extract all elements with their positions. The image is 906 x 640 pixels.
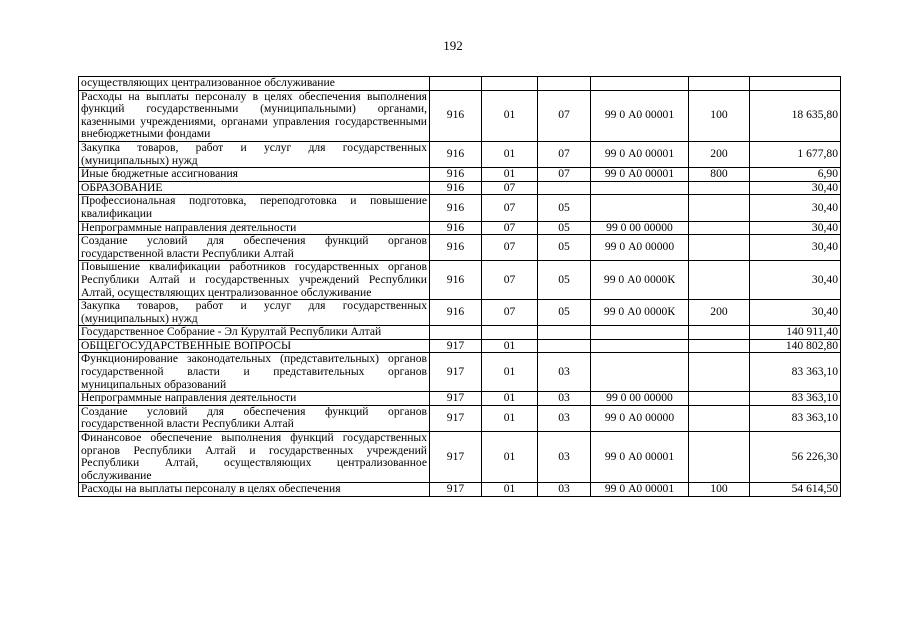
target-article-cell: 99 0 00 00000 (591, 221, 689, 235)
budget-table (78, 76, 841, 497)
expense-name-cell: Государственное Собрание - Эл Курултай Республики Алтай (79, 326, 430, 340)
expense-type-cell (689, 77, 750, 91)
expense-type-cell (689, 326, 750, 340)
section-cell: 01 (482, 339, 538, 353)
ministry-code-cell (430, 77, 482, 91)
expense-name-cell: Закупка товаров, работ и услуг для государственных (муниципальных) нужд (79, 141, 430, 167)
expense-type-cell (689, 405, 750, 431)
target-article-cell (591, 326, 689, 340)
ministry-code-cell: 916 (430, 221, 482, 235)
ministry-code-cell: 916 (430, 181, 482, 195)
amount-cell: 30,40 (750, 300, 841, 326)
expense-type-cell (689, 339, 750, 353)
ministry-code-cell: 917 (430, 353, 482, 392)
table-row (79, 483, 841, 497)
subsection-cell: 03 (538, 432, 591, 483)
subsection-cell: 05 (538, 221, 591, 235)
expense-name-cell: осуществляющих централизованное обслуживание (79, 77, 430, 91)
section-cell: 07 (482, 195, 538, 221)
section-cell: 01 (482, 168, 538, 182)
amount-cell: 30,40 (750, 195, 841, 221)
ministry-code-cell: 916 (430, 168, 482, 182)
target-article-cell (591, 353, 689, 392)
amount-cell: 140 802,80 (750, 339, 841, 353)
amount-cell: 18 635,80 (750, 90, 841, 141)
ministry-code-cell: 916 (430, 261, 482, 300)
amount-cell: 54 614,50 (750, 483, 841, 497)
section-cell: 01 (482, 483, 538, 497)
expense-name-cell: Создание условий для обеспечения функций органов государственной власти Республики Алтай (79, 235, 430, 261)
target-article-cell: 99 0 А0 00001 (591, 90, 689, 141)
target-article-cell: 99 0 00 00000 (591, 392, 689, 406)
table-row (79, 261, 841, 300)
section-cell: 07 (482, 181, 538, 195)
expense-name-cell: Создание условий для обеспечения функций органов государственной власти Республики Алтай (79, 405, 430, 431)
target-article-cell (591, 181, 689, 195)
expense-type-cell: 200 (689, 141, 750, 167)
target-article-cell: 99 0 А0 00001 (591, 168, 689, 182)
section-cell: 01 (482, 353, 538, 392)
subsection-cell: 05 (538, 235, 591, 261)
table-row (79, 326, 841, 340)
subsection-cell (538, 326, 591, 340)
table-row (79, 181, 841, 195)
subsection-cell: 05 (538, 300, 591, 326)
expense-name-cell: Закупка товаров, работ и услуг для государственных (муниципальных) нужд (79, 300, 430, 326)
target-article-cell (591, 339, 689, 353)
amount-cell: 83 363,10 (750, 353, 841, 392)
expense-name-cell: Расходы на выплаты персоналу в целях обеспечения выполнения функций государственными (муниципальными) органами, казенными учреждениями, органами управления государственными внебюджетными фондами (79, 90, 430, 141)
table-row (79, 195, 841, 221)
amount-cell: 30,40 (750, 235, 841, 261)
subsection-cell: 03 (538, 353, 591, 392)
expense-type-cell: 100 (689, 90, 750, 141)
subsection-cell: 07 (538, 141, 591, 167)
expense-name-cell: Непрограммные направления деятельности (79, 392, 430, 406)
ministry-code-cell: 916 (430, 235, 482, 261)
expense-name-cell: Непрограммные направления деятельности (79, 221, 430, 235)
amount-cell (750, 77, 841, 91)
subsection-cell: 05 (538, 261, 591, 300)
table-row (79, 300, 841, 326)
table-row (79, 339, 841, 353)
amount-cell: 56 226,30 (750, 432, 841, 483)
expense-type-cell: 200 (689, 300, 750, 326)
ministry-code-cell: 916 (430, 141, 482, 167)
table-row (79, 235, 841, 261)
ministry-code-cell: 916 (430, 90, 482, 141)
budget-table-body (79, 77, 841, 497)
subsection-cell: 03 (538, 483, 591, 497)
ministry-code-cell: 916 (430, 300, 482, 326)
section-cell: 01 (482, 90, 538, 141)
ministry-code-cell: 917 (430, 483, 482, 497)
amount-cell: 83 363,10 (750, 405, 841, 431)
section-cell (482, 326, 538, 340)
table-row (79, 221, 841, 235)
amount-cell: 30,40 (750, 221, 841, 235)
target-article-cell: 99 0 А0 00001 (591, 432, 689, 483)
section-cell: 01 (482, 392, 538, 406)
expense-type-cell (689, 195, 750, 221)
subsection-cell: 03 (538, 392, 591, 406)
amount-cell: 1 677,80 (750, 141, 841, 167)
section-cell: 07 (482, 221, 538, 235)
expense-type-cell (689, 221, 750, 235)
expense-name-cell: Расходы на выплаты персоналу в целях обеспечения (79, 483, 430, 497)
expense-name-cell: Повышение квалификации работников государственных органов Республики Алтай и государственных учреждений Республики Алтай, осуществляющих централизованное обслуживание (79, 261, 430, 300)
section-cell (482, 77, 538, 91)
target-article-cell (591, 195, 689, 221)
amount-cell: 83 363,10 (750, 392, 841, 406)
table-row (79, 90, 841, 141)
subsection-cell (538, 339, 591, 353)
amount-cell: 30,40 (750, 181, 841, 195)
expense-type-cell (689, 353, 750, 392)
expense-type-cell: 800 (689, 168, 750, 182)
target-article-cell: 99 0 А0 00001 (591, 141, 689, 167)
subsection-cell (538, 77, 591, 91)
table-row (79, 392, 841, 406)
subsection-cell (538, 181, 591, 195)
target-article-cell: 99 0 А0 0000К (591, 261, 689, 300)
section-cell: 07 (482, 261, 538, 300)
section-cell: 07 (482, 300, 538, 326)
target-article-cell: 99 0 А0 00001 (591, 483, 689, 497)
ministry-code-cell (430, 326, 482, 340)
amount-cell: 6,90 (750, 168, 841, 182)
subsection-cell: 07 (538, 168, 591, 182)
target-article-cell (591, 77, 689, 91)
ministry-code-cell: 917 (430, 392, 482, 406)
expense-type-cell (689, 432, 750, 483)
expense-name-cell: Финансовое обеспечение выполнения функций государственных органов Республики Алтай и государственных учреждений Республики Алтай, осуществляющих централизованное обслуживание (79, 432, 430, 483)
table-row (79, 432, 841, 483)
table-row (79, 353, 841, 392)
expense-type-cell (689, 261, 750, 300)
ministry-code-cell: 917 (430, 405, 482, 431)
target-article-cell: 99 0 А0 0000К (591, 300, 689, 326)
ministry-code-cell: 917 (430, 339, 482, 353)
expense-name-cell: Профессиональная подготовка, переподготовка и повышение квалификации (79, 195, 430, 221)
expense-name-cell: Функционирование законодательных (представительных) органов государственной власти и представительных органов муниципальных образований (79, 353, 430, 392)
ministry-code-cell: 916 (430, 195, 482, 221)
section-cell: 01 (482, 432, 538, 483)
table-row (79, 141, 841, 167)
expense-type-cell (689, 181, 750, 195)
expense-type-cell: 100 (689, 483, 750, 497)
target-article-cell: 99 0 А0 00000 (591, 405, 689, 431)
expense-type-cell (689, 392, 750, 406)
section-cell: 01 (482, 141, 538, 167)
section-cell: 07 (482, 235, 538, 261)
expense-name-cell: ОБЩЕГОСУДАРСТВЕННЫЕ ВОПРОСЫ (79, 339, 430, 353)
section-cell: 01 (482, 405, 538, 431)
subsection-cell: 03 (538, 405, 591, 431)
amount-cell: 30,40 (750, 261, 841, 300)
target-article-cell: 99 0 А0 00000 (591, 235, 689, 261)
ministry-code-cell: 917 (430, 432, 482, 483)
amount-cell: 140 911,40 (750, 326, 841, 340)
table-row (79, 77, 841, 91)
expense-name-cell: ОБРАЗОВАНИЕ (79, 181, 430, 195)
table-row (79, 405, 841, 431)
expense-name-cell: Иные бюджетные ассигнования (79, 168, 430, 182)
table-row (79, 168, 841, 182)
expense-type-cell (689, 235, 750, 261)
subsection-cell: 05 (538, 195, 591, 221)
page-number: 192 (443, 38, 463, 53)
subsection-cell: 07 (538, 90, 591, 141)
